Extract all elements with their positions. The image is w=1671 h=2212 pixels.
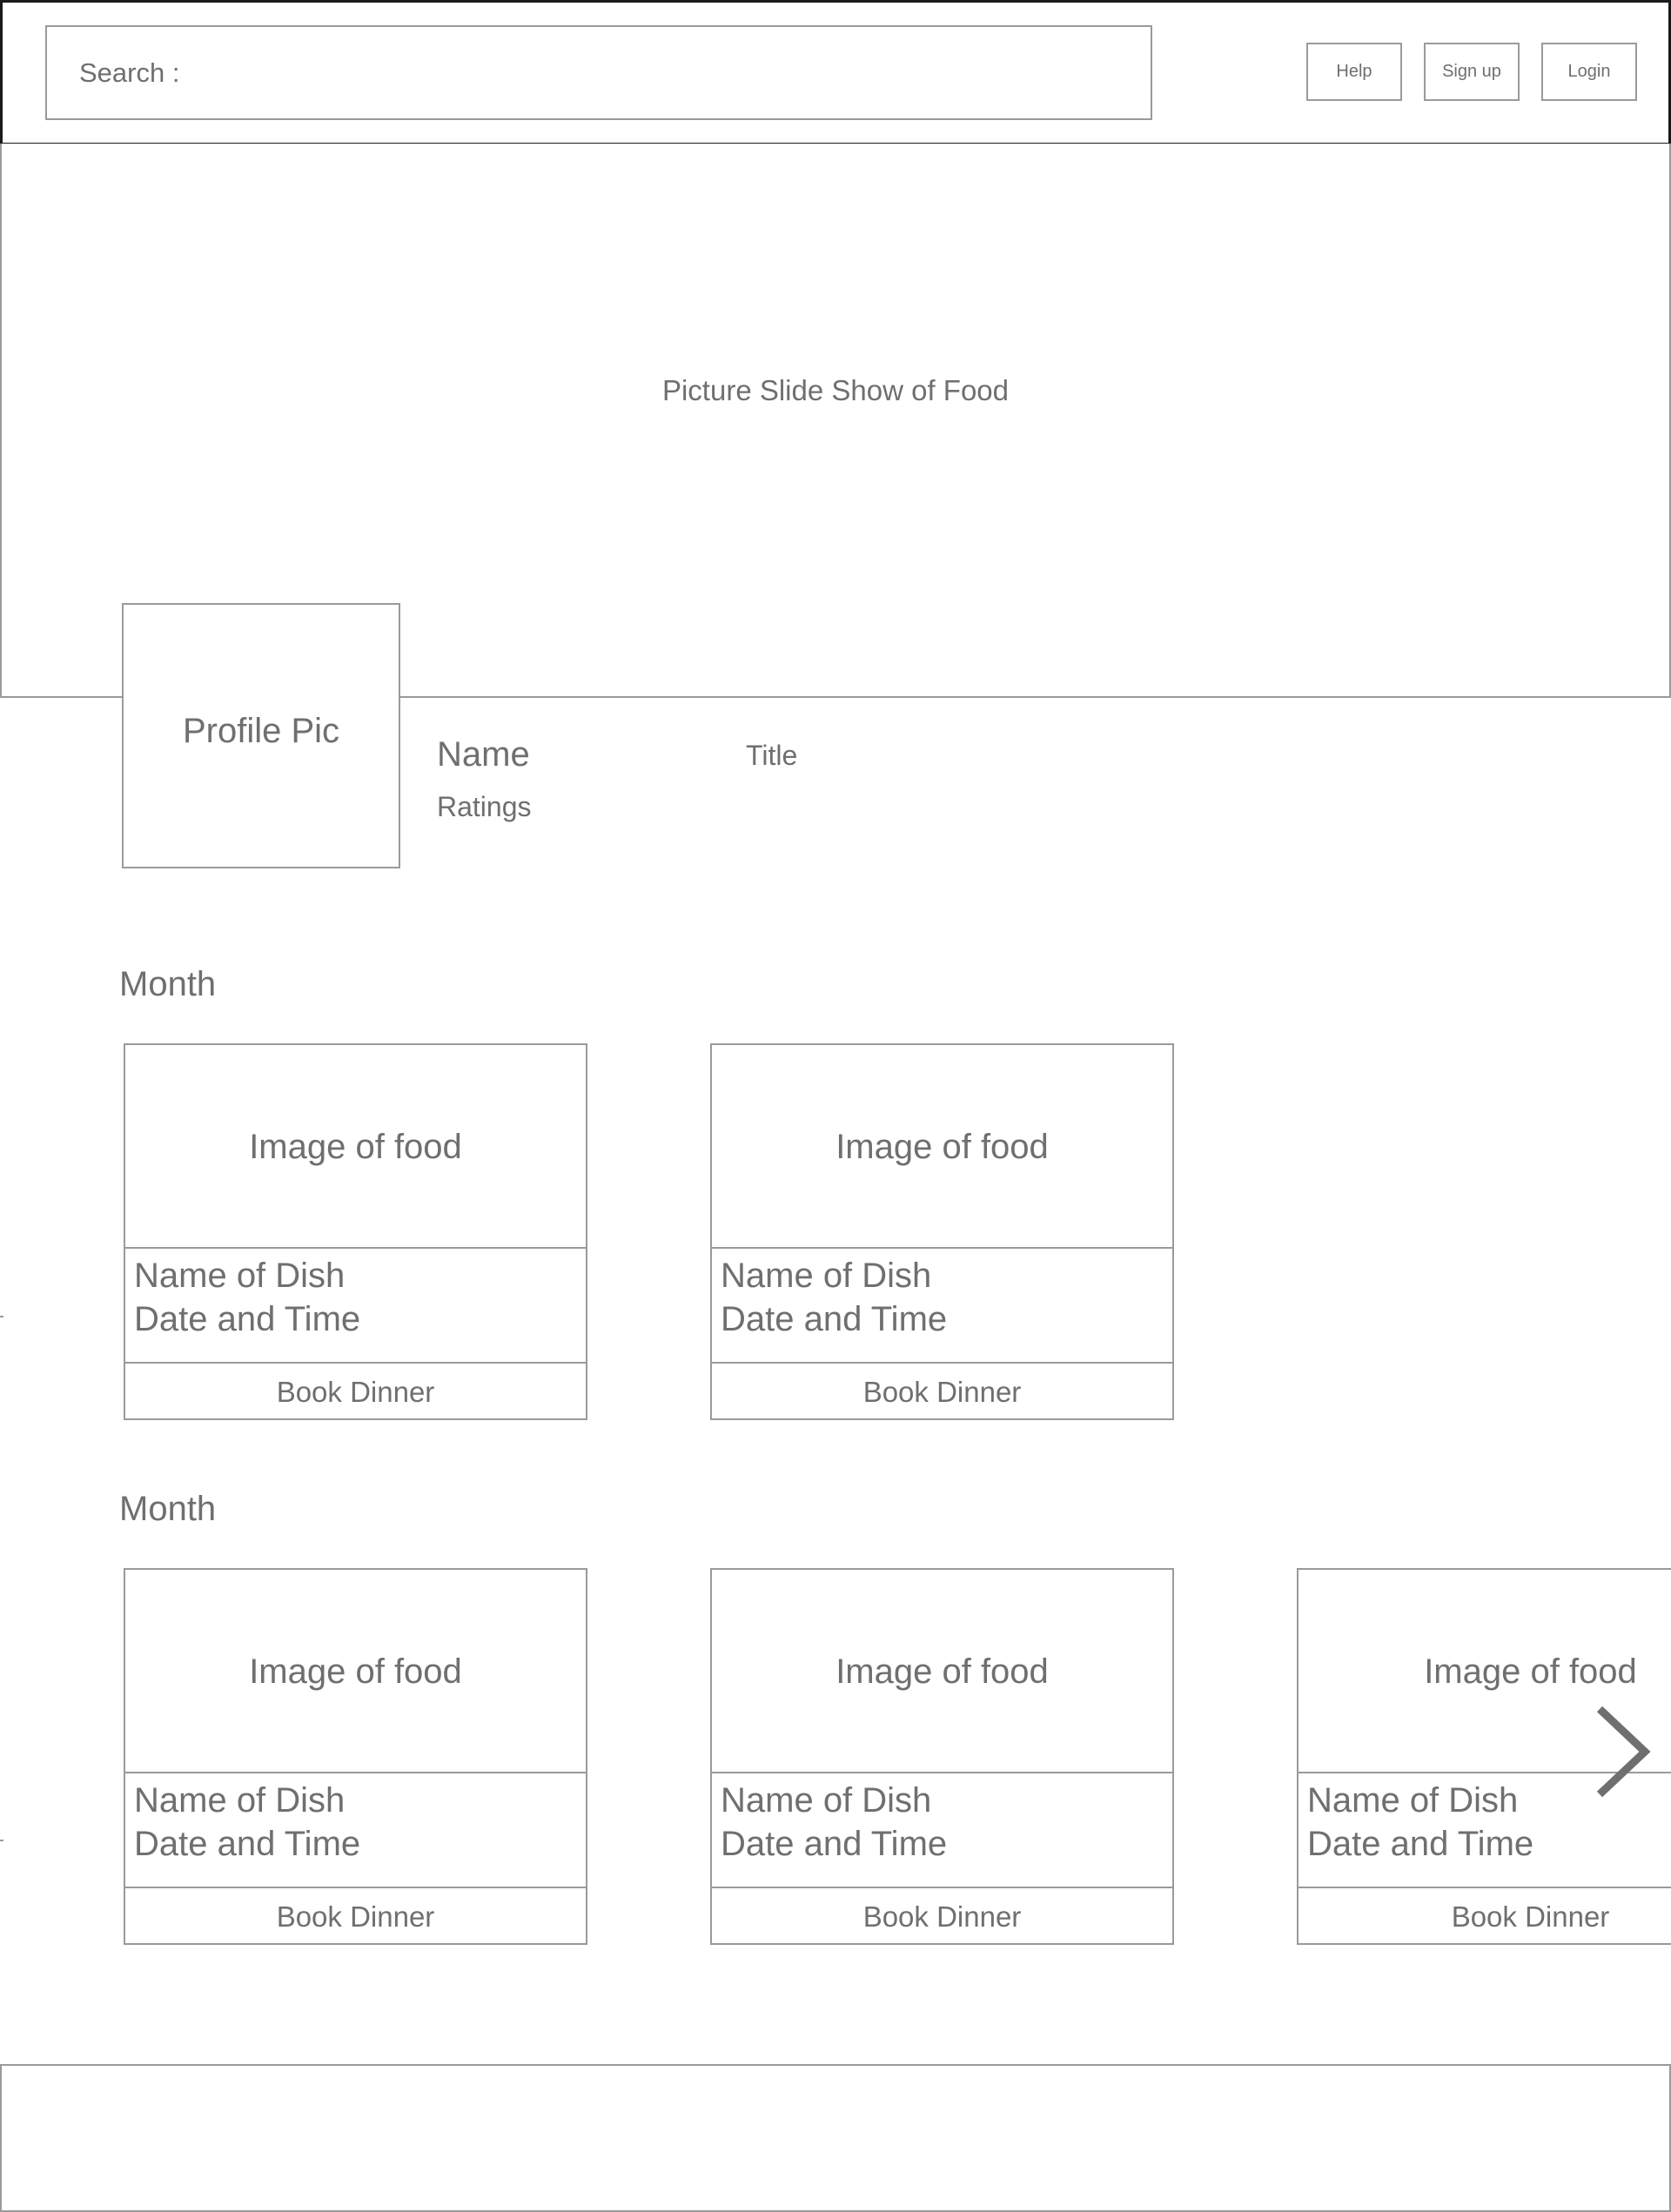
search-input[interactable]	[45, 25, 1152, 120]
footer	[0, 2064, 1671, 2212]
dish-datetime: Date and Time	[1307, 1825, 1534, 1863]
dish-datetime: Date and Time	[721, 1300, 948, 1338]
dish-info	[721, 1254, 1164, 1341]
dish-datetime: Date and Time	[134, 1300, 361, 1338]
dish-info	[134, 1254, 578, 1341]
dish-datetime: Date and Time	[721, 1825, 948, 1863]
food-image: Image of food	[1299, 1570, 1671, 1773]
search-label: Search :	[79, 57, 180, 88]
profile-name: Name	[437, 735, 530, 774]
dish-name: Name of Dish	[1307, 1781, 1519, 1820]
chevron-right-icon[interactable]	[1593, 1704, 1654, 1800]
book-dinner-button[interactable]: Book Dinner	[125, 1887, 586, 1945]
top-header	[0, 0, 1671, 145]
book-dinner-button[interactable]: Book Dinner	[1299, 1887, 1671, 1945]
book-dinner-button[interactable]: Book Dinner	[712, 1887, 1172, 1945]
sign-up-button[interactable]: Sign up	[1424, 43, 1520, 101]
food-image: Image of food	[125, 1570, 586, 1773]
edge-mark	[0, 1840, 3, 1841]
month-heading: Month	[119, 1490, 217, 1528]
help-button[interactable]: Help	[1306, 43, 1402, 101]
dish-card	[124, 1568, 587, 1945]
dish-card	[710, 1043, 1174, 1420]
food-image: Image of food	[712, 1570, 1172, 1773]
dish-name: Name of Dish	[134, 1257, 346, 1295]
dish-name: Name of Dish	[721, 1781, 932, 1820]
dish-info	[134, 1779, 578, 1866]
dish-name: Name of Dish	[721, 1257, 932, 1295]
food-image: Image of food	[712, 1045, 1172, 1249]
profile-title: Title	[746, 740, 798, 771]
book-dinner-button[interactable]: Book Dinner	[712, 1362, 1172, 1420]
edge-mark	[0, 1316, 3, 1317]
login-button[interactable]: Login	[1541, 43, 1637, 101]
dish-card	[710, 1568, 1174, 1945]
dish-card	[124, 1043, 587, 1420]
dish-datetime: Date and Time	[134, 1825, 361, 1863]
month-heading: Month	[119, 965, 217, 1003]
profile-ratings: Ratings	[437, 791, 532, 822]
book-dinner-button[interactable]: Book Dinner	[125, 1362, 586, 1420]
dish-info	[721, 1779, 1164, 1866]
dish-name: Name of Dish	[134, 1781, 346, 1820]
food-image: Image of food	[125, 1045, 586, 1249]
profile-pic-label: Profile Pic	[182, 712, 340, 750]
slideshow-label: Picture Slide Show of Food	[661, 374, 1010, 406]
profile-picture	[122, 603, 400, 868]
